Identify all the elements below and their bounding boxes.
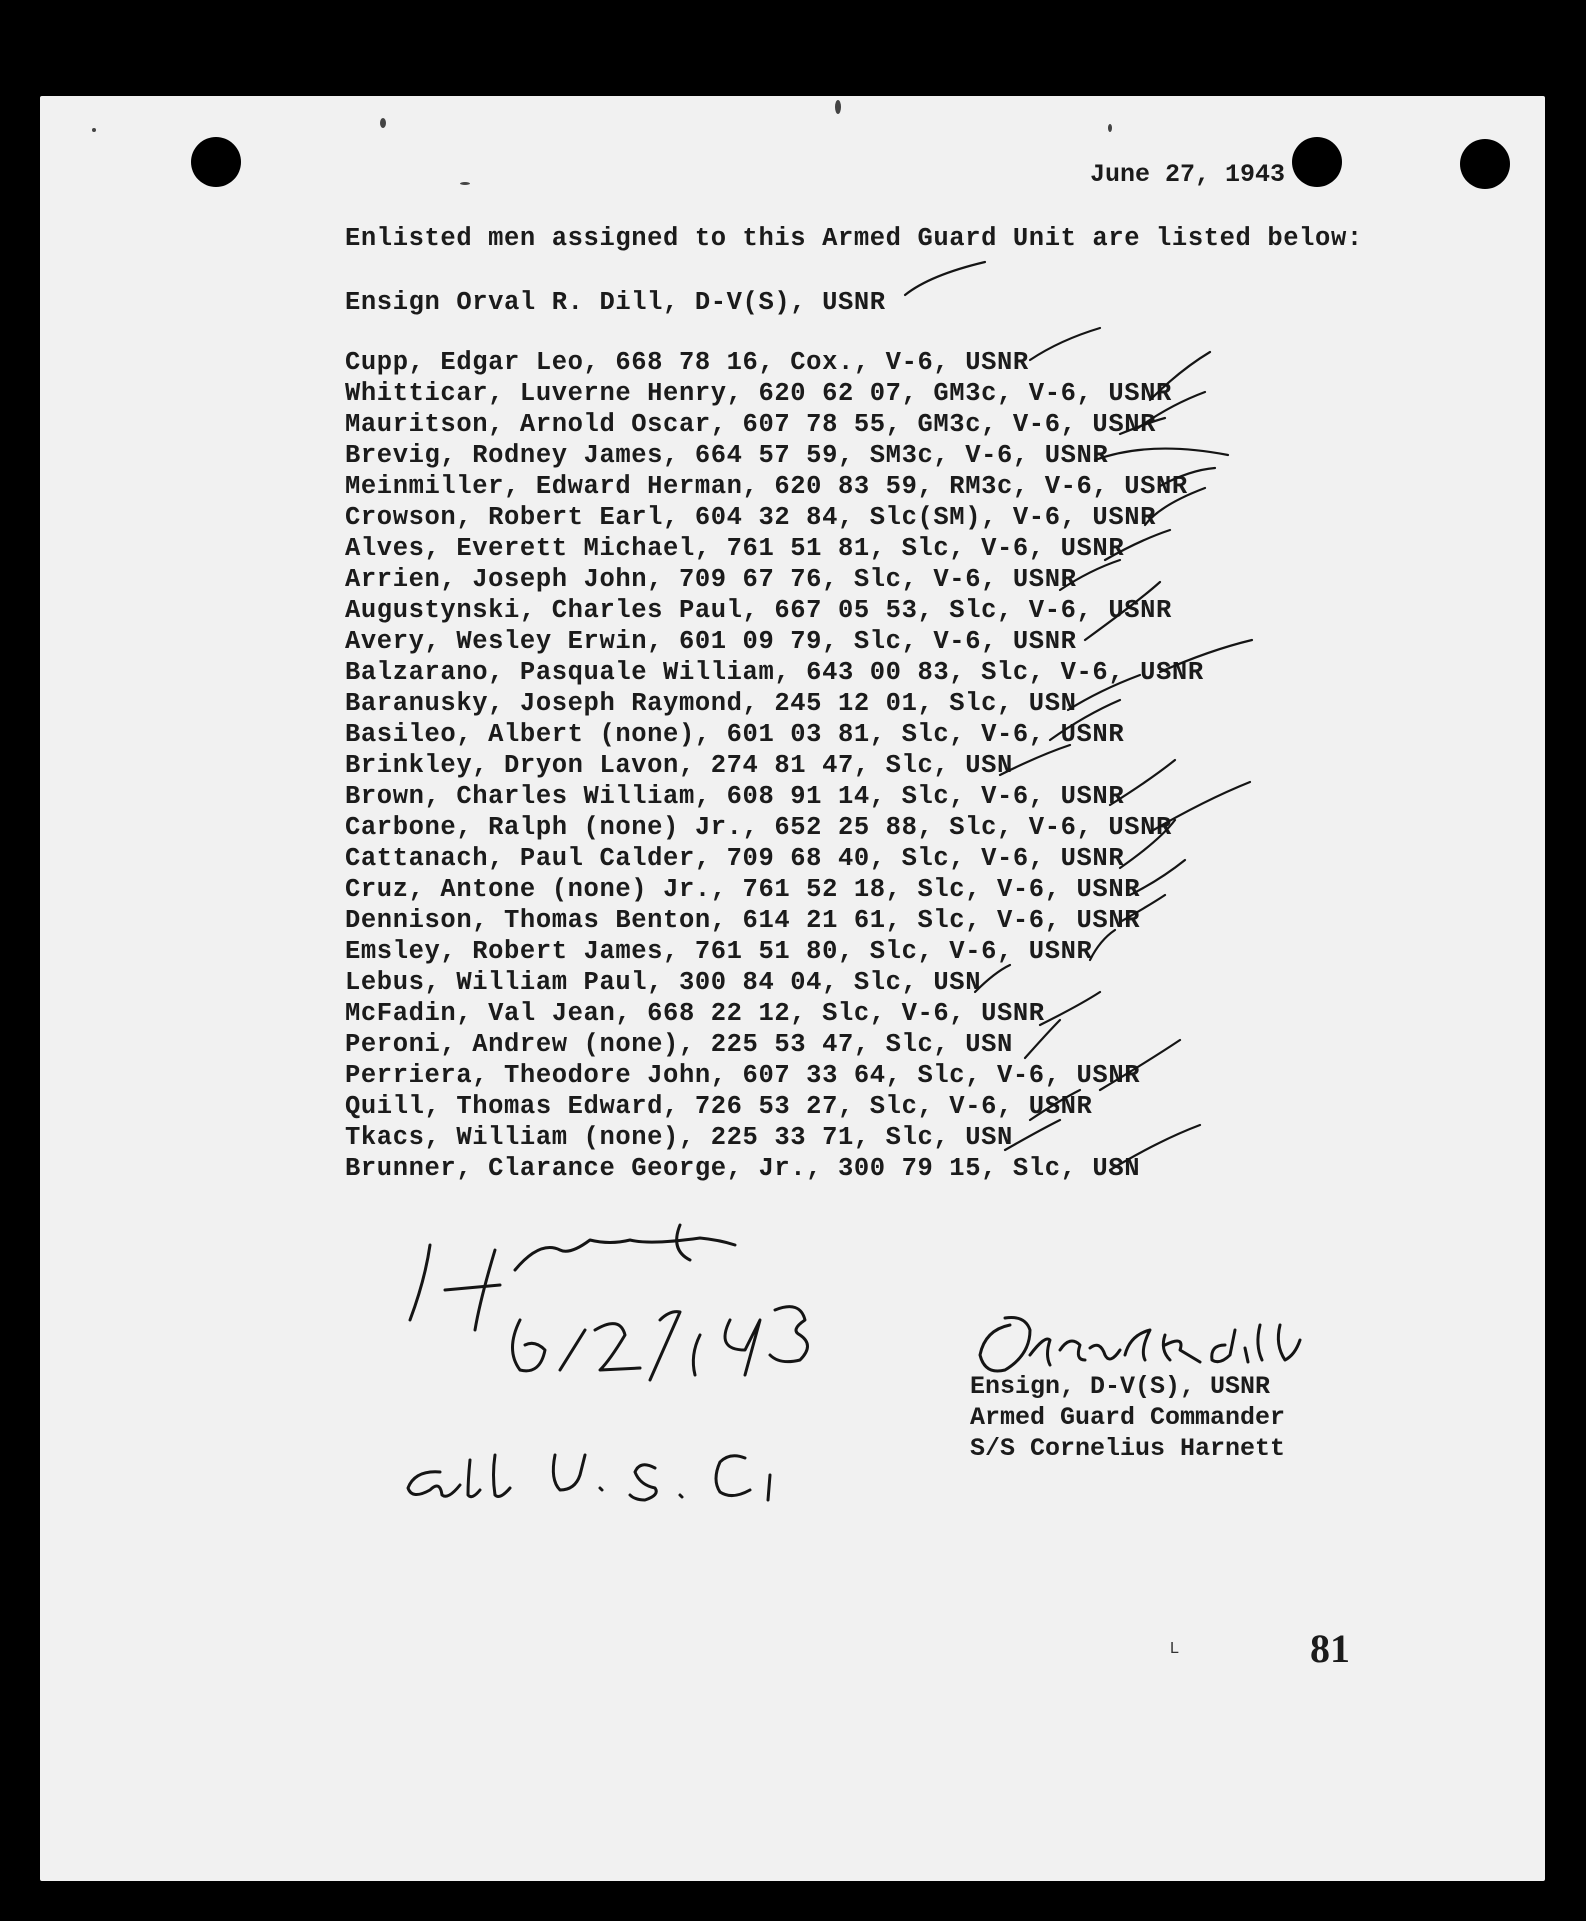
intro-text: Enlisted men assigned to this Armed Guard Unit are listed below: xyxy=(345,224,1363,253)
list-item: Brown, Charles William, 608 91 14, Slc, V-6, USNR xyxy=(345,782,1125,811)
list-item: Dennison, Thomas Benton, 614 21 61, Slc, V-6, USNR xyxy=(345,906,1141,935)
document-date: June 27, 1943 xyxy=(1090,160,1286,189)
list-item: Crowson, Robert Earl, 604 32 84, Slc(SM), V-6, USNR xyxy=(345,503,1157,532)
page-number: 81 xyxy=(1310,1626,1350,1671)
corner-mark: L xyxy=(1170,1640,1179,1657)
list-item: Mauritson, Arnold Oscar, 607 78 55, GM3c, V-6, USNR xyxy=(345,410,1157,439)
list-item: Perriera, Theodore John, 607 33 64, Slc, V-6, USNR xyxy=(345,1061,1141,1090)
list-item: Tkacs, William (none), 225 33 71, Slc, USN xyxy=(345,1123,1013,1152)
list-item: Whitticar, Luverne Henry, 620 62 07, GM3c, V-6, USNR xyxy=(345,379,1172,408)
list-item: Meinmiller, Edward Herman, 620 83 59, RM3c, V-6, USNR xyxy=(345,472,1188,501)
list-item: Avery, Wesley Erwin, 601 09 79, Slc, V-6, USNR xyxy=(345,627,1077,656)
list-item: Cruz, Antone (none) Jr., 761 52 18, Slc, V-6, USNR xyxy=(345,875,1141,904)
list-item: Alves, Everett Michael, 761 51 81, Slc, V-6, USNR xyxy=(345,534,1125,563)
list-item: Arrien, Joseph John, 709 67 76, Slc, V-6, USNR xyxy=(345,565,1077,594)
list-item: Carbone, Ralph (none) Jr., 652 25 88, Slc, V-6, USNR xyxy=(345,813,1172,842)
list-item: Emsley, Robert James, 761 51 80, Slc, V-6, USNR xyxy=(345,937,1093,966)
officer-line: Ensign Orval R. Dill, D-V(S), USNR xyxy=(345,288,886,317)
list-item: Quill, Thomas Edward, 726 53 27, Slc, V-6, USNR xyxy=(345,1092,1093,1121)
list-item: Baranusky, Joseph Raymond, 245 12 01, Slc, USN xyxy=(345,689,1077,718)
list-item: Cattanach, Paul Calder, 709 68 40, Slc, V-6, USNR xyxy=(345,844,1125,873)
list-item: McFadin, Val Jean, 668 22 12, Slc, V-6, USNR xyxy=(345,999,1045,1028)
list-item: Brevig, Rodney James, 664 57 59, SM3c, V-6, USNR xyxy=(345,441,1109,470)
list-item: Basileo, Albert (none), 601 03 81, Slc, V-6, USNR xyxy=(345,720,1125,749)
list-item: Balzarano, Pasquale William, 643 00 83, Slc, V-6, USNR xyxy=(345,658,1204,687)
signature-title-line: Ensign, D-V(S), USNR xyxy=(970,1372,1271,1401)
list-item: Augustynski, Charles Paul, 667 05 53, Slc, V-6, USNR xyxy=(345,596,1172,625)
list-item: Brunner, Clarance George, Jr., 300 79 15, Slc, USN xyxy=(345,1154,1141,1183)
signature-ship-line: S/S Cornelius Harnett xyxy=(970,1434,1286,1463)
list-item: Peroni, Andrew (none), 225 53 47, Slc, USN xyxy=(345,1030,1013,1059)
signature-role-line: Armed Guard Commander xyxy=(970,1403,1286,1432)
list-item: Brinkley, Dryon Lavon, 274 81 47, Slc, USN xyxy=(345,751,1013,780)
list-item: Cupp, Edgar Leo, 668 78 16, Cox., V-6, USNR xyxy=(345,348,1029,377)
list-item: Lebus, William Paul, 300 84 04, Slc, USN xyxy=(345,968,982,997)
